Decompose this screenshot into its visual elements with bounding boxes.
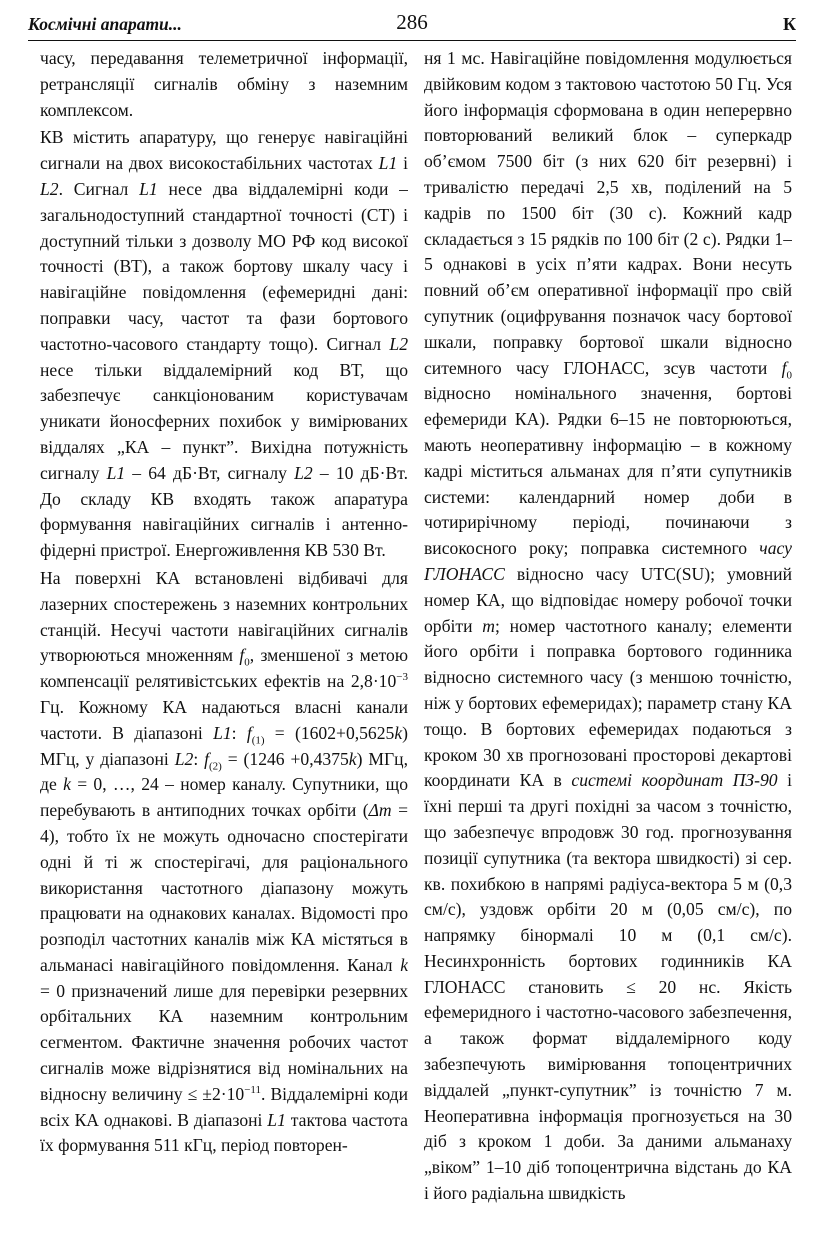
running-head-letter: К <box>782 14 796 34</box>
page-number: 286 <box>396 10 428 34</box>
page-header <box>28 10 796 38</box>
text-column-left <box>40 46 408 1241</box>
paragraph: ня 1 мс. Навігаційне повідомлення модулюється двійковим кодом з тактовою частотою 50 Гц. Уся його інформація сформована в один неперервно повторюваний великий блок – суперкадр об’ємом 7500 біт (з них 620 біт резервні) і тривалістю передачі 2,5 хв, поділений на 5 кадрів по 1500 біт (30 с). Кожний кадр складається з 15 рядків по 100 біт (2 с). Рядки 1–5 однакові в усіх п’яти кадрах. Вони несуть повний об’єм оперативної інформації про свій супутник (оцифрування позначок часу бортової шкали, поправку бортової шкали відносно ситемного часу ГЛОНАСС, зсув частоти $f_0$ відносно номінального значення, бортові ефемериди КА). Рядки 6–15 не повторюються, мають неоперативну інформацію – в кожному кадрі міститься альманах для п’яти супутників системи: календарний номер доби в чотирирічному періоді, починаючи з високосного року; поправка системного часу ГЛОНАСС відносно часу UTC(SU); умовний номер КА, що відповідає номеру робочої точки орбіти m; номер частотного каналу; елементи його орбіти і поправка бортового годинника відносно системного часу (з меншою точністю, ніж у бортових ефемеридах); параметр стану КА тощо. В бортових ефемеридах подаються з кроком 30 хв прогнозовані просторові декартові координати КА в системі координат ПЗ-90 і їхні перші та другі похідні за часом з точністю, що забезпечує впродовж 30 год. прогнозування позиції супутника (та вектора швидкості) зі сер. кв. похибкою в напрямі радіуса-вектора 5 м (0,3 см/с), уздовж орбіти 20 м (0,05 см/с), по напрямку бінормалі 10 м (0,1 см/с). Несинхронність бортових годинників КА ГЛОНАСС становить ≤ 20 нс. Якість ефемеридного і частотно-часового забезпечення, а також формат віддалемірного коду забезпечують вимірювання топоцентричних віддалей „пункт-супутник” із точністю 7 м. Неоперативна інформація прогнозується на 30 діб з кроком 1 доби. За даними альманаху „віком” 1–10 діб топоцентрична відстань до КА і його радіальна швидкість <box>424 48 792 1204</box>
paragraph: На поверхні КА встановлені відбивачі для лазерних спостережень з наземних контрольних станцій. Несучі частоти навігаційних сигналів утворюються множенням $f_0$, зменшеної з метою компенсації релятивістських ефектів на $2,8\cdot 10^{-3}$ Гц. Кожному КА надаються власні канали частоти. В діапазоні L1: $f_{(1)} = (1602+0,5625k)$ МГц, у діапазоні L2: $f_{(2)} = (1246 +0,4375k)$ МГц, де k = 0, …, 24 – номер каналу. Супутники, що перебувають в антиподних точках орбіти (Δm = 4), тобто їх не можуть одночасно спостерігати одні й ті ж спостерігачі, для раціонального використання частотного діапазону можуть працювати на однакових каналах. Відомості про розподіл частотних каналів між КА містяться в альманасі навігаційного повідомлення. Канал k = 0 призначений лише для перевірки резервних орбітальних КА наземним контрольним сегментом. Фактичне значення робочих частот сигналів може відрізнятися від номінальних на відносну величину ≤ $\pm 2\cdot 10^{-11}$. Віддалемірні коди всіх КА однакові. В діапазоні L1 тактова частота їх формування 511 кГц, період повторен- <box>40 567 408 1156</box>
text-column-right <box>424 46 792 1241</box>
running-head-section: Космічні апарати... <box>28 14 182 34</box>
paragraph: часу, передавання телеметричної інформації, ретрансляції сигналів обміну з наземним комплексом. <box>40 48 408 120</box>
paragraph: КВ містить апаратуру, що генерує навігаційні сигнали на двох високостабільних частотах L1 і L2. Сигнал L1 несе два віддалемірні коди – загальнодоступний стандартної точності (СТ) і доступний тільки з дозволу МО РФ код високої точності (ВТ), а також бортову шкалу часу і навігаційне повідомлення (ефемеридні дані: поправки часу, частот та фази бортового частотно-часового стандарту тощо). Сигнал L2 несе тільки віддалемірний код ВТ, що забезпечує санкціонованим користувачам уникати йоносферних похибок у вимірюваних віддалях „КА – пункт”. Вихідна потужність сигналу L1 – 64 дБ·Вт, сигналу L2 – 10 дБ·Вт. До складу КВ входять також апаратура формування навігаційних сигналів і антенно-фідерні пристрої. Енергоживлення КВ 530 Вт. <box>40 127 408 561</box>
header-rule <box>28 40 796 41</box>
